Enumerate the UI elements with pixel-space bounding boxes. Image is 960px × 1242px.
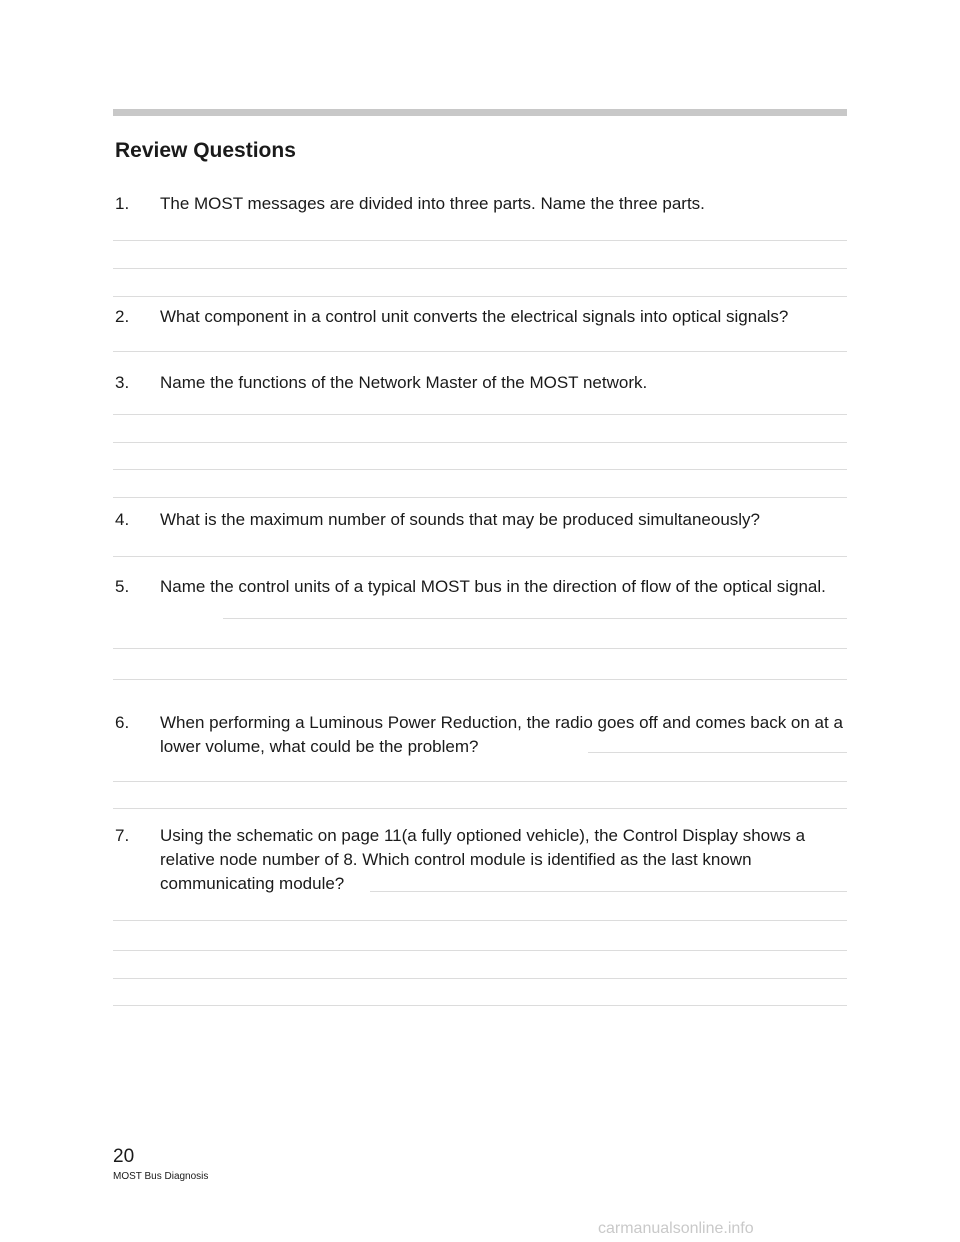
answer-line[interactable]	[113, 296, 847, 297]
question-number: 1.	[115, 194, 130, 213]
answer-line[interactable]	[113, 414, 847, 415]
question-text: Using the schematic on page 11(a fully optioned vehicle), the Control Display shows a relative node number of 8. Which control module is identified as the last known communicating module?	[160, 826, 806, 893]
question-number: 3.	[115, 373, 130, 392]
answer-line[interactable]	[588, 752, 847, 753]
answer-line[interactable]	[113, 978, 847, 979]
answer-line[interactable]	[113, 950, 847, 951]
question-text: Name the control units of a typical MOST bus in the direction of flow of the optical signal.	[160, 577, 826, 596]
answer-line[interactable]	[113, 556, 847, 557]
question-text: What is the maximum number of sounds that may be produced simultaneously?	[160, 510, 761, 529]
page-number: 20	[113, 1146, 135, 1167]
answer-line[interactable]	[113, 497, 847, 498]
answer-line[interactable]	[113, 648, 847, 649]
question-text: What component in a control unit converts the electrical signals into optical signals?	[160, 307, 789, 326]
page-title: Review Questions	[115, 139, 296, 162]
answer-line[interactable]	[113, 920, 847, 921]
answer-line[interactable]	[113, 351, 847, 352]
answer-line[interactable]	[113, 808, 847, 809]
footer-title: MOST Bus Diagnosis	[113, 1171, 209, 1182]
question-number: 4.	[115, 510, 130, 529]
question-number: 2.	[115, 307, 130, 326]
answer-line[interactable]	[113, 268, 847, 269]
answer-line[interactable]	[113, 442, 847, 443]
question-number: 6.	[115, 713, 130, 732]
question-number: 7.	[115, 826, 130, 845]
answer-line[interactable]	[113, 781, 847, 782]
question-text: The MOST messages are divided into three parts. Name the three parts.	[160, 194, 705, 213]
watermark: carmanualsonline.info	[598, 1220, 754, 1237]
answer-line[interactable]	[113, 240, 847, 241]
answer-line[interactable]	[113, 1005, 847, 1006]
header-rule	[113, 109, 847, 116]
answer-line[interactable]	[370, 891, 847, 892]
answer-line[interactable]	[113, 679, 847, 680]
answer-line[interactable]	[223, 618, 847, 619]
question-text: Name the functions of the Network Master of the MOST network.	[160, 373, 648, 392]
answer-line[interactable]	[113, 469, 847, 470]
question-number: 5.	[115, 577, 130, 596]
question-text: When performing a Luminous Power Reduction, the radio goes off and comes back on at a lower volume, what could be the problem?	[160, 713, 843, 756]
